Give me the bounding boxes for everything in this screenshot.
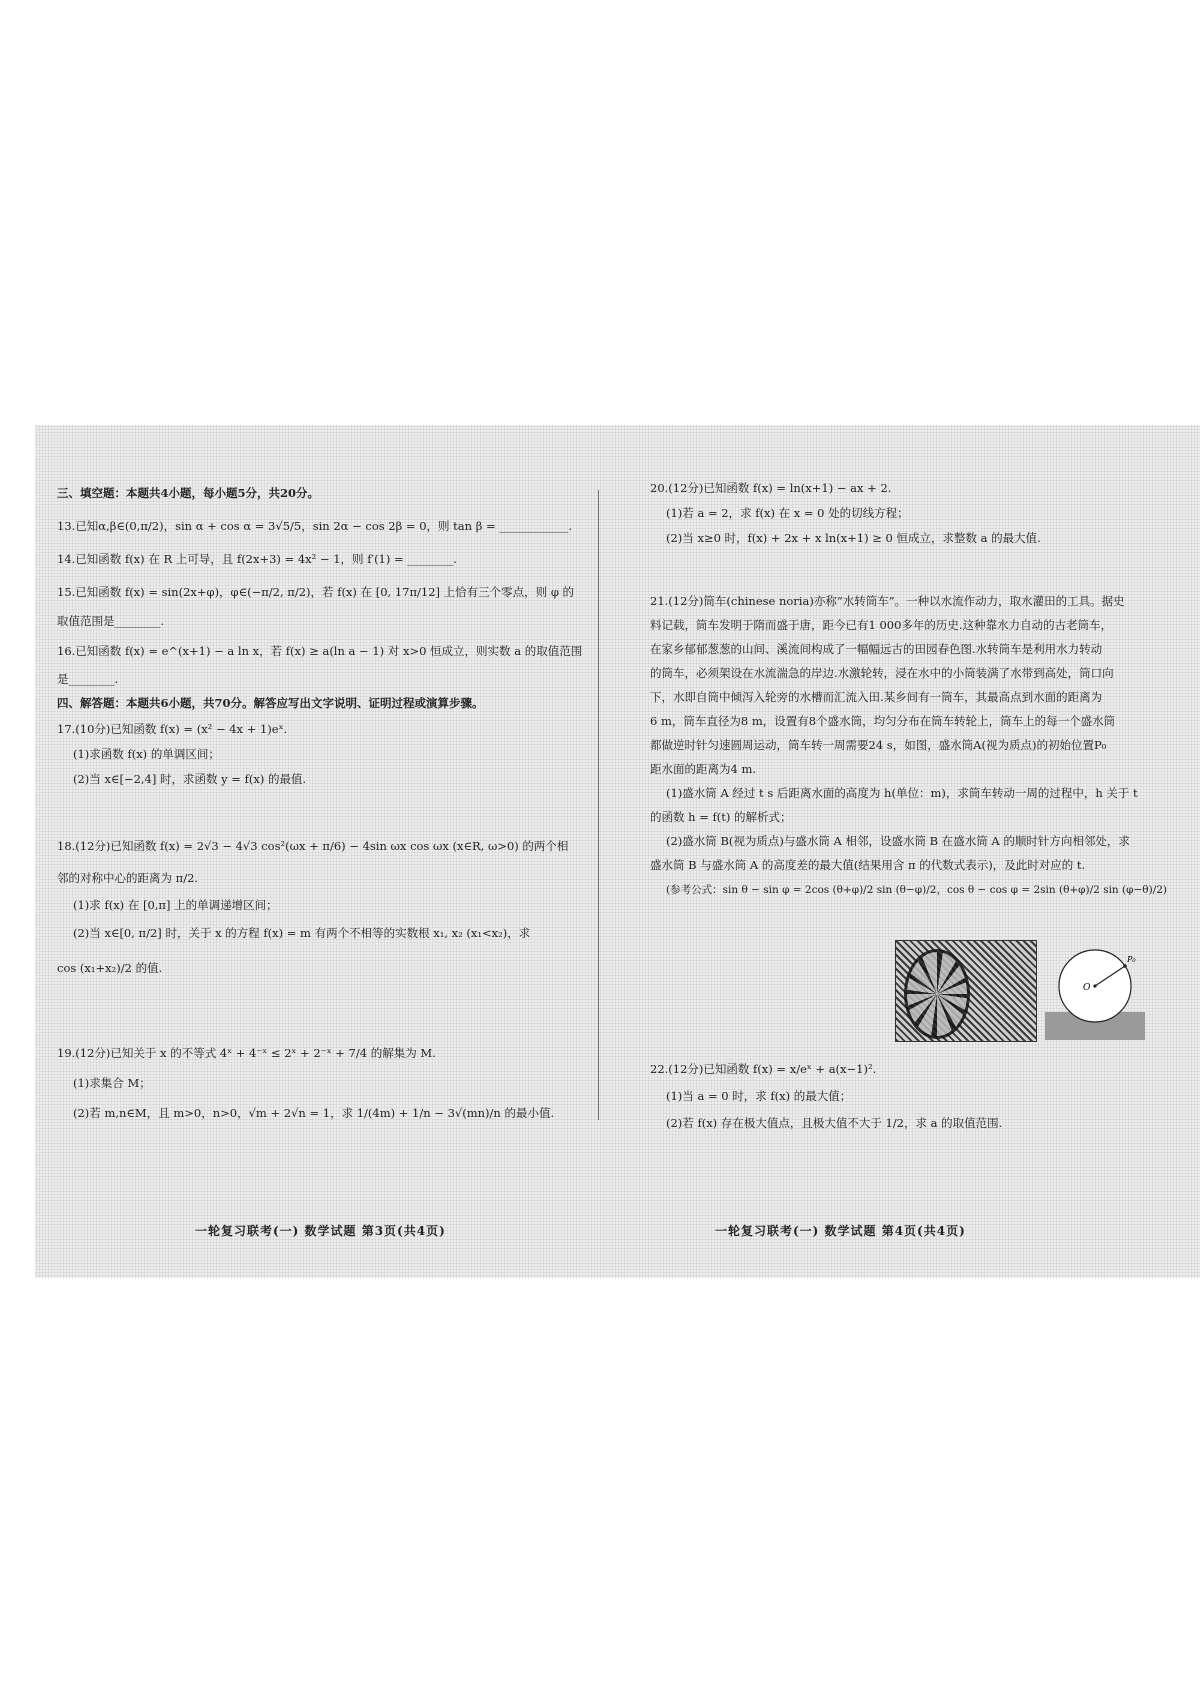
question-21-line2: 料记载，筒车发明于隋而盛于唐，距今已有1 000多年的历史.这种靠水力自动的古老筒车，: [650, 618, 1113, 632]
question-13: 13.已知α,β∈(0,π/2)，sin α + cos α = 3√5/5，sin 2α − cos 2β = 0，则 tan β = ____________.: [57, 519, 572, 533]
question-18-part2-cont: cos (x₁+x₂)/2 的值.: [57, 961, 163, 975]
p0-label: P₀: [1127, 955, 1136, 964]
question-19: 19.(12分)已知关于 x 的不等式 4ˣ + 4⁻ˣ ≤ 2ˣ + 2⁻ˣ + 7/4 的解集为 M.: [57, 1046, 436, 1060]
question-18-part2: (2)当 x∈[0, π/2] 时，关于 x 的方程 f(x) = m 有两个不相等的实数根 x₁, x₂ (x₁<x₂)，求: [73, 926, 531, 940]
question-21-reference-formula: (参考公式：sin θ − sin φ = 2cos (θ+φ)/2 sin (θ−φ)/2，cos θ − cos φ = 2sin (θ+φ)/2 sin (φ−θ)/2): [666, 884, 1168, 896]
section-fill-in-heading: 三、填空题：本题共4小题，每小题5分，共20分。: [57, 486, 320, 500]
question-21: 21.(12分)筒车(chinese noria)亦称“水转筒车”。一种以水流作动力，取水灌田的工具。据史: [650, 594, 1125, 608]
question-15: 15.已知函数 f(x) = sin(2x+φ)，φ∈(−π/2, π/2)，若 f(x) 在 [0, 17π/12] 上恰有三个零点，则 φ 的: [57, 585, 575, 599]
question-21-line4: 的筒车，必须架设在水流湍急的岸边.水激轮转，浸在水中的小筒装满了水带到高处，筒口向: [650, 666, 1114, 680]
question-21-part1-cont: 的函数 h = f(t) 的解析式；: [650, 810, 792, 824]
question-21-line8: 距水面的距离为4 m.: [650, 762, 757, 776]
section-answer-heading: 四、解答题：本题共6小题，共70分。解答应写出文字说明、证明过程或演算步骤。: [57, 696, 484, 710]
question-17-part1: (1)求函数 f(x) 的单调区间；: [73, 747, 220, 761]
question-21-part1: (1)盛水筒 A 经过 t s 后距离水面的高度为 h(单位：m)，求筒车转动一周的过程中，h 关于 t: [666, 786, 1138, 800]
center-label: O: [1083, 983, 1091, 993]
question-18-part1: (1)求 f(x) 在 [0,π] 上的单调递增区间；: [73, 898, 278, 912]
question-21-part2-cont: 盛水筒 B 与盛水筒 A 的高度差的最大值(结果用含 π 的代数式表示)，及此时对应的 t.: [650, 858, 1086, 872]
noria-circle-diagram: [1045, 940, 1145, 1040]
column-divider: [598, 490, 599, 1120]
noria-wheel-illustration: [904, 949, 970, 1039]
question-17: 17.(10分)已知函数 f(x) = (x² − 4x + 1)eˣ.: [57, 722, 288, 736]
question-18-cont: 邻的对称中心的距离为 π/2.: [57, 871, 199, 885]
point-p0: [1123, 964, 1127, 968]
exam-sheet: [35, 425, 1200, 1278]
question-21-line6: 6 m，筒车直径为8 m，设置有8个盛水筒，均匀分布在筒车转轮上，筒车上的每一个盛水筒: [650, 714, 1116, 728]
question-15-cont: 取值范围是________.: [57, 614, 165, 628]
question-14: 14.已知函数 f(x) 在 R 上可导，且 f(2x+3) = 4x² − 1，则 f′(1) = ________.: [57, 552, 457, 566]
question-21-line7: 都做逆时针匀速圆周运动，筒车转一周需要24 s，如图，盛水筒A(视为质点)的初始位置P₀: [650, 738, 1107, 752]
question-21-part2: (2)盛水筒 B(视为质点)与盛水筒 A 相邻，设盛水筒 B 在盛水筒 A 的顺时针方向相邻处，求: [666, 834, 1130, 848]
question-22: 22.(12分)已知函数 f(x) = x/eˣ + a(x−1)².: [650, 1062, 877, 1076]
question-16: 16.已知函数 f(x) = e^(x+1) − a ln x，若 f(x) ≥ a(ln a − 1) 对 x>0 恒成立，则实数 a 的取值范围: [57, 644, 583, 658]
question-20: 20.(12分)已知函数 f(x) = ln(x+1) − ax + 2.: [650, 481, 892, 495]
question-16-cont: 是________.: [57, 672, 119, 686]
question-20-part2: (2)当 x≥0 时，f(x) + 2x + x ln(x+1) ≥ 0 恒成立，求整数 a 的最大值.: [666, 531, 1041, 545]
page-3-footer: 一轮复习联考(一) 数学试题 第3页(共4页): [195, 1224, 446, 1238]
question-21-line5: 下，水即自筒中倾泻入轮旁的水槽而汇流入田.某乡间有一筒车，其最高点到水面的距离为: [650, 690, 1103, 704]
question-22-part2: (2)若 f(x) 存在极大值点，且极大值不大于 1/2，求 a 的取值范围.: [666, 1116, 1003, 1130]
question-20-part1: (1)若 a = 2，求 f(x) 在 x = 0 处的切线方程；: [666, 506, 909, 520]
question-22-part1: (1)当 a = 0 时，求 f(x) 的最大值；: [666, 1089, 852, 1103]
noria-photo: [895, 940, 1037, 1042]
question-19-part1: (1)求集合 M；: [73, 1076, 151, 1090]
page-4-footer: 一轮复习联考(一) 数学试题 第4页(共4页): [715, 1224, 966, 1238]
question-18: 18.(12分)已知函数 f(x) = 2√3 − 4√3 cos²(ωx + π/6) − 4sin ωx cos ωx (x∈R, ω>0) 的两个相: [57, 839, 569, 853]
question-21-line3: 在家乡郁郁葱葱的山间、溪流间构成了一幅幅远古的田园春色图.水转筒车是利用水力转动: [650, 642, 1103, 656]
question-17-part2: (2)当 x∈[−2,4] 时，求函数 y = f(x) 的最值.: [73, 772, 307, 786]
question-19-part2: (2)若 m,n∈M，且 m>0，n>0，√m + 2√n = 1，求 1/(4m) + 1/n − 3√(mn)/n 的最小值.: [73, 1106, 555, 1120]
